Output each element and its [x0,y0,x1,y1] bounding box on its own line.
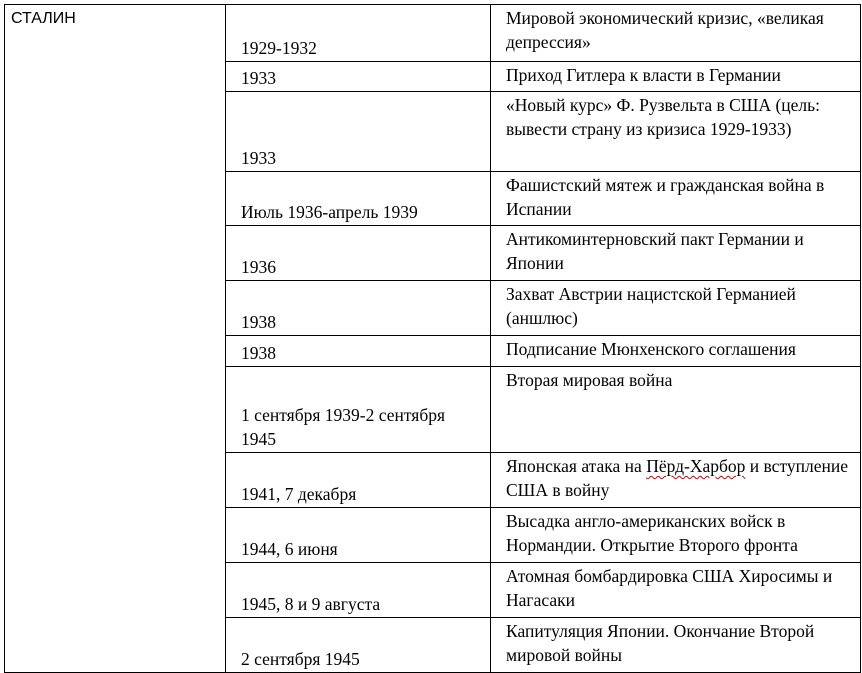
date-cell: 1933 [226,62,491,92]
event-text-part: Японская атака на [506,456,647,476]
event-text-part: и вступление США в войну [506,456,848,500]
event-cell: Атомная бомбардировка США Хиросимы и Нагасаки [491,563,861,618]
date-cell: 1945, 8 и 9 августа [226,563,491,618]
date-cell: 1938 [226,281,491,336]
event-cell: Подписание Мюнхенского соглашения [491,336,861,367]
event-cell: Приход Гитлера к власти в Германии [491,62,861,92]
event-cell: Капитуляция Японии. Окончание Второй мировой войны [491,618,861,673]
date-cell: 1944, 6 июня [226,508,491,563]
date-cell: 1933 [226,92,491,172]
event-cell: Антикоминтерновский пакт Германии и Японии [491,226,861,281]
event-cell: Вторая мировая война [491,367,861,453]
date-cell: 1941, 7 декабря [226,453,491,508]
date-cell: Июль 1936-апрель 1939 [226,172,491,226]
event-cell: Мировой экономический кризис, «великая депрессия» [491,5,861,62]
events-table [4,4,861,673]
spellcheck-underlined-word: Пёрд-Харбор [646,456,746,476]
date-cell: 1 сентября 1939-2 сентября 1945 [226,367,491,453]
event-cell: Высадка англо-американских войск в Нормандии. Открытие Второго фронта [491,508,861,563]
event-cell: Фашистский мятеж и гражданская война в Испании [491,172,861,226]
ruler-cell: СТАЛИН [5,5,226,673]
table-row [5,5,861,62]
event-cell: Захват Австрии нацистской Германией (аншлюс) [491,281,861,336]
date-cell: 1938 [226,336,491,367]
event-cell: «Новый курс» Ф. Рузвельта в США (цель: вывести страну из кризиса 1929-1933) [491,92,861,172]
date-cell: 1936 [226,226,491,281]
date-cell: 2 сентября 1945 [226,618,491,673]
date-cell: 1929-1932 [226,5,491,62]
event-cell [491,453,861,508]
